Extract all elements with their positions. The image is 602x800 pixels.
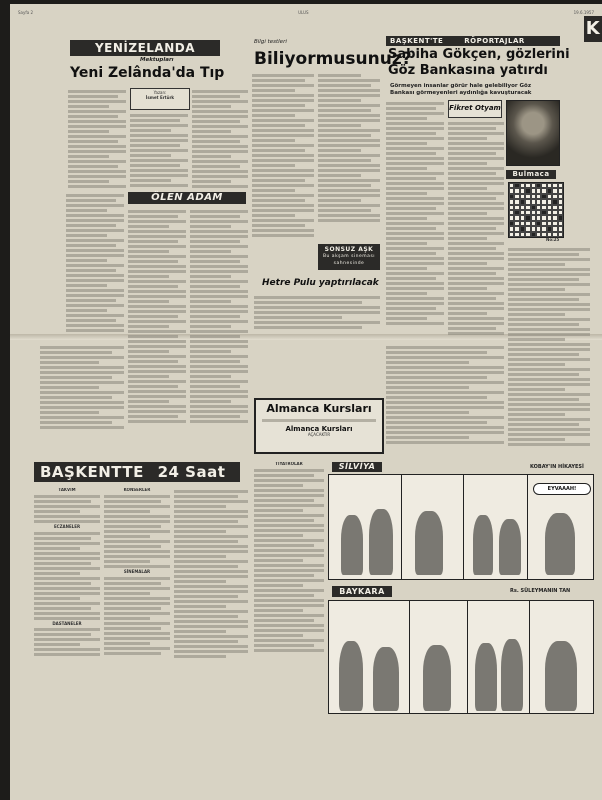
sonsuz-ask-title: SONSUZ AŞK	[324, 246, 374, 253]
interview-col-a	[386, 100, 444, 336]
comic-panel-8	[529, 601, 593, 713]
hetre-body	[254, 294, 380, 334]
right-edge-letter: K	[584, 16, 602, 42]
puzzle-title: Bulmaca	[506, 170, 556, 179]
interview-headline-1: Sabiha Gökçen, gözlerini	[388, 47, 570, 62]
baskent24-col-a	[34, 488, 100, 738]
lower-left-col	[40, 344, 124, 438]
comic-panel-6	[409, 601, 468, 713]
olen-col-a	[66, 192, 124, 338]
comic-baykara-title: BAYKARA	[332, 586, 392, 597]
crossword-grid[interactable]	[508, 182, 564, 238]
comic-panel-1	[329, 475, 402, 579]
interview-deck-2: Bankası görmeyenleri aydınlığa kavuşturacak	[390, 90, 532, 96]
section-tag-yenizelanda: YENİZELANDA	[70, 40, 220, 56]
byline-name: İsmet Ertürk	[145, 94, 175, 100]
paper-name: ULUS	[298, 10, 309, 15]
comic-silviya-title: SİLVİYA	[332, 462, 382, 472]
section-tag-subtitle: Mektupları	[140, 57, 174, 63]
section-tiyatrolar: TİYATROLAR	[275, 462, 303, 466]
comic-panel-7	[467, 601, 530, 713]
comic-bubble-eyvah: EYVAAAH!	[533, 483, 591, 495]
puzzle-clues	[508, 246, 590, 456]
bilgi-col-a	[252, 72, 314, 240]
comic-panel-3	[463, 475, 528, 579]
page-header	[18, 10, 594, 15]
byline-label: Yazan:	[153, 90, 167, 95]
almanca-subtitle: Almanca Kursları	[285, 424, 353, 433]
interview-byline: Fikret Otyam	[449, 104, 501, 112]
section-eczaneler: ECZANELER	[53, 523, 81, 529]
comic-baykara-subtitle: Rs. SÜLEYMANIN TAN	[510, 588, 571, 594]
bilgi-col-b	[318, 72, 380, 240]
interview-tag-a: BAŞKENT'TE	[390, 37, 444, 45]
hetre-title: Hetre Pulu yaptırılacak	[262, 278, 379, 288]
interview-col-b	[448, 120, 504, 336]
interview-headline-2: Göz Bankasına yatırdı	[388, 63, 548, 78]
sonsuz-ask-box	[318, 244, 380, 270]
article-col-a	[68, 88, 126, 188]
section-tag-olen-adam: ÖLEN ADAM	[128, 192, 246, 204]
interview-continued	[386, 344, 504, 454]
interview-tag	[386, 36, 560, 46]
baskent24-title-num: 24 Saat	[157, 463, 226, 481]
interview-tag-b: RÖPORTAJLAR	[464, 37, 525, 45]
article-headline: Yeni Zelânda'da Tıp	[70, 65, 225, 81]
olen-col-b	[128, 208, 186, 438]
interview-deck-1: Görmeyen insanlar görür hale gelebiliyor Göz	[390, 83, 532, 89]
baskent24-col-d	[254, 462, 324, 738]
byline-box	[130, 88, 190, 110]
puzzle-number: No:25	[546, 237, 560, 242]
section-sinemalar: SİNEMALAR	[123, 568, 151, 574]
almanca-title: Almanca Kursları	[266, 402, 372, 415]
baskent24-col-b	[104, 488, 170, 738]
sonsuz-ask-text: Bu akşam sineması sahnesinde	[322, 254, 376, 266]
comic-strip-silviya	[328, 474, 594, 580]
section-konserler: KONSERLER	[123, 488, 151, 492]
interview-photo	[506, 100, 560, 166]
olen-col-c	[190, 208, 248, 438]
almanca-ad	[254, 398, 384, 454]
article-col-c	[192, 88, 248, 188]
comic-silviya-subtitle: KOBAY'IN HİKAYESİ	[530, 464, 584, 470]
page-number: Sayfa 2	[18, 10, 34, 15]
comic-panel-2	[401, 475, 464, 579]
baskent24-title: BAŞKENTTE	[40, 463, 144, 481]
bilgi-kicker: Bilgi testleri	[254, 39, 287, 45]
baskent24-col-c	[174, 488, 248, 738]
section-takvim: TAKVİM	[58, 488, 76, 492]
page-date: 19.6.1957	[573, 10, 594, 15]
bilgi-title: Biliyormusunuz?	[254, 49, 412, 69]
baskent24-banner	[34, 462, 240, 482]
comic-panel-5	[329, 601, 410, 713]
almanca-note: AÇACAKTIR	[307, 431, 331, 437]
newspaper-page	[10, 4, 602, 800]
comic-strip-baykara	[328, 600, 594, 714]
interview-byline-box	[448, 100, 502, 118]
section-dastaneler: DASTANELER	[52, 620, 82, 626]
article-col-b	[130, 112, 188, 188]
